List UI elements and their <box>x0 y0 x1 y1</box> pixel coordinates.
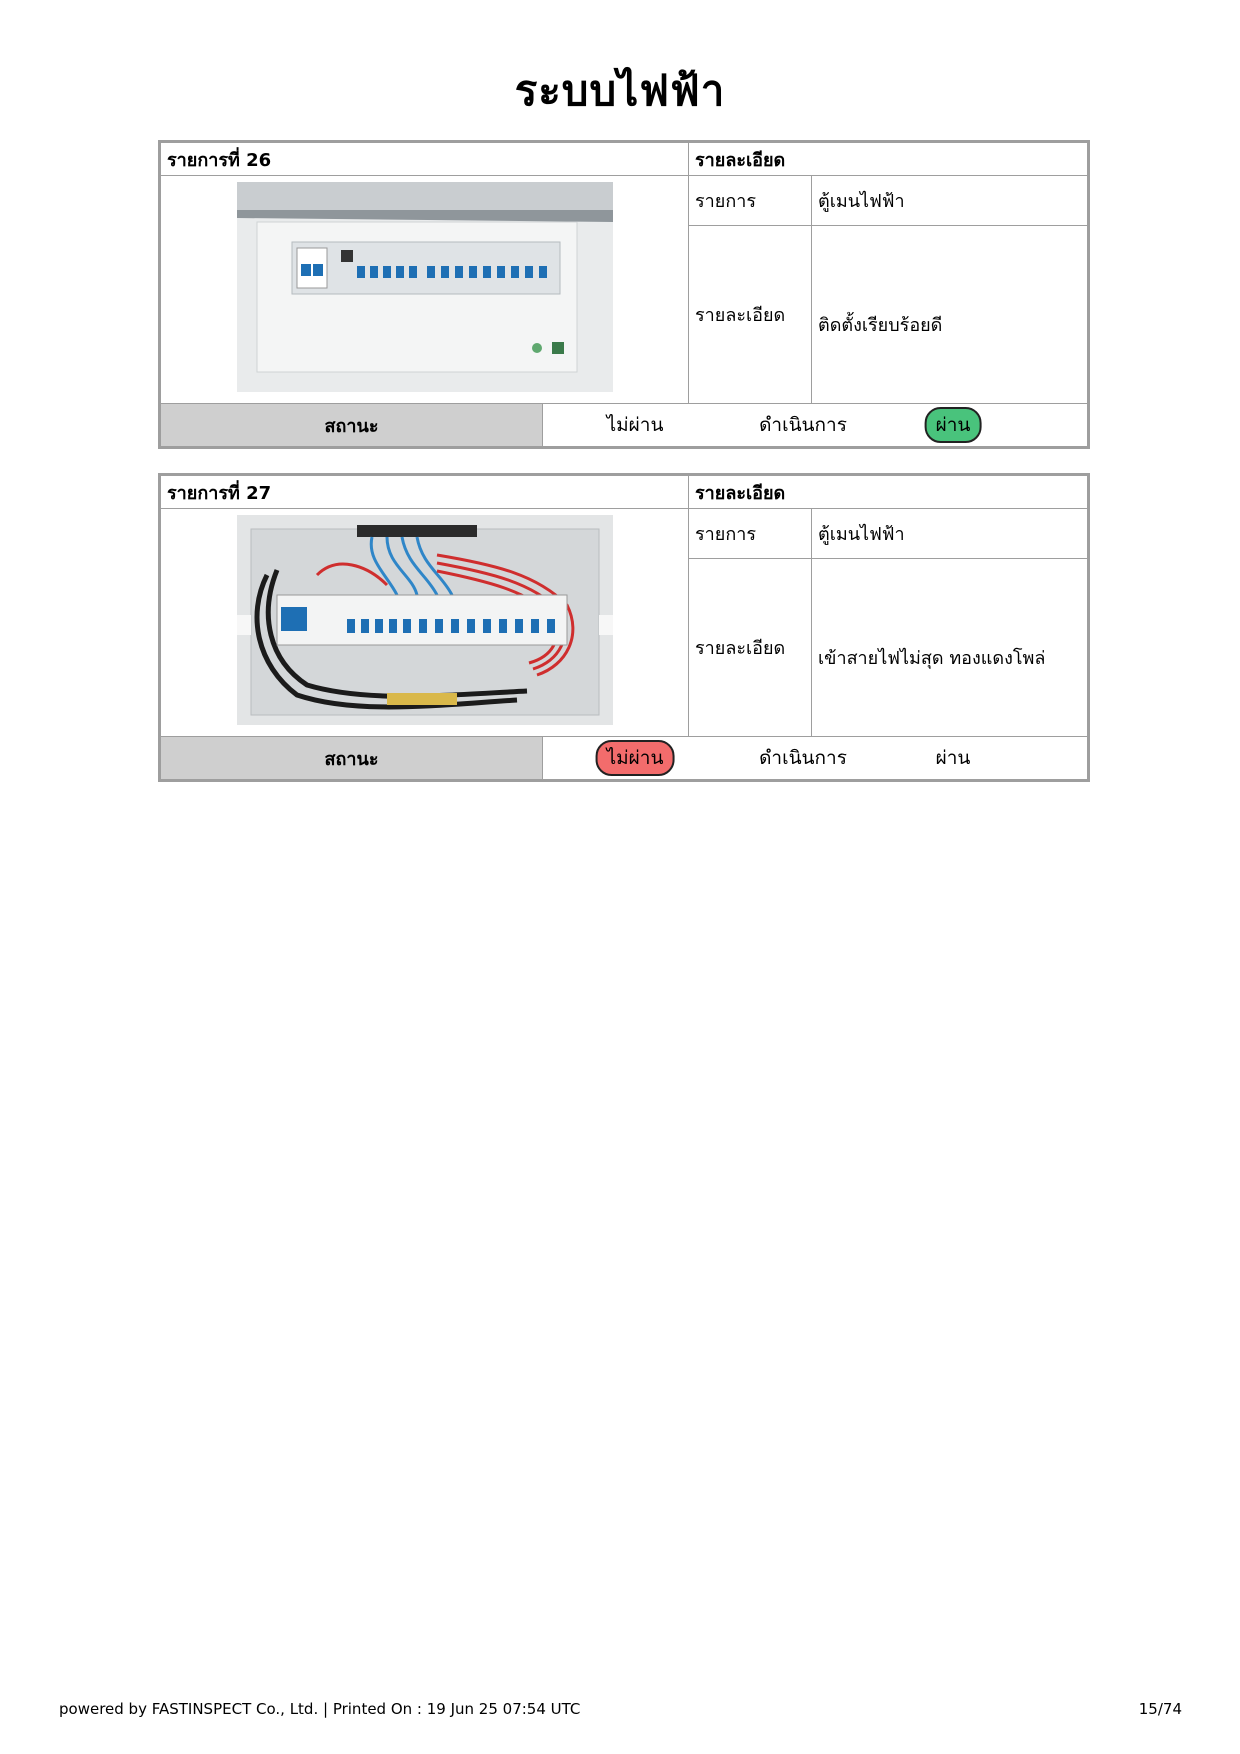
inspection-item-26 <box>158 140 1090 449</box>
status-options <box>543 737 1089 781</box>
status-option-in-progress[interactable]: ดำเนินการ <box>759 414 847 436</box>
item-header: รายการที่ 27 <box>160 475 689 509</box>
detail-label: รายละเอียด <box>689 559 812 737</box>
details-header: รายละเอียด <box>689 142 1089 176</box>
status-option-in-progress[interactable]: ดำเนินการ <box>759 747 847 769</box>
status-option-fail[interactable]: ไม่ผ่าน <box>606 414 664 436</box>
item-header: รายการที่ 26 <box>160 142 689 176</box>
status-option-pass[interactable]: ผ่าน <box>925 407 982 443</box>
detail-value: ติดตั้งเรียบร้อยดี <box>812 226 1089 404</box>
item-value: ตู้เมนไฟฟ้า <box>812 509 1089 559</box>
page-title: ระบบไฟฟ้า <box>514 66 726 115</box>
footer-printed-info: powered by FASTINSPECT Co., Ltd. | Printed On : 19 Jun 25 07:54 UTC <box>59 1700 581 1718</box>
status-options <box>543 404 1089 448</box>
panel-photo <box>237 182 613 392</box>
photo-cell <box>160 176 689 404</box>
detail-value: เข้าสายไฟไม่สุด ทองแดงโพล่ <box>812 559 1089 737</box>
detail-label: รายละเอียด <box>689 226 812 404</box>
status-label: สถานะ <box>160 737 543 781</box>
panel-photo <box>237 515 613 725</box>
item-label: รายการ <box>689 176 812 226</box>
details-header: รายละเอียด <box>689 475 1089 509</box>
status-label: สถานะ <box>160 404 543 448</box>
status-option-fail[interactable]: ไม่ผ่าน <box>596 740 675 776</box>
item-label: รายการ <box>689 509 812 559</box>
footer-page-number: 15/74 <box>1138 1700 1182 1718</box>
photo-cell <box>160 509 689 737</box>
inspection-item-27 <box>158 473 1090 782</box>
status-option-pass[interactable]: ผ่าน <box>935 747 971 769</box>
item-value: ตู้เมนไฟฟ้า <box>812 176 1089 226</box>
